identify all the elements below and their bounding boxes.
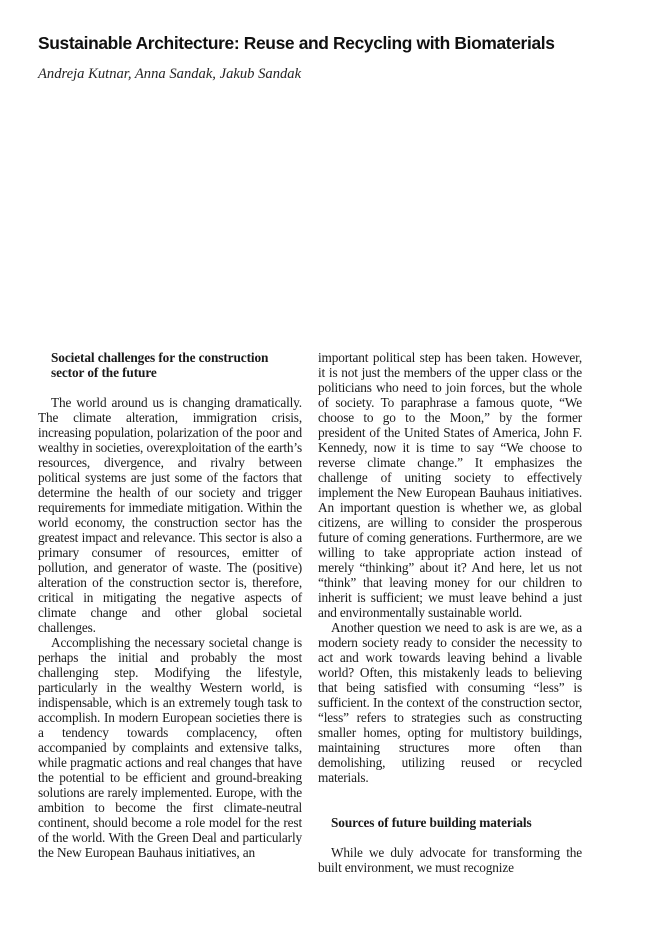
body-paragraph: The world around us is changing dramatically. The climate alteration, immigration crisis, increasing population, polarization of the poor and wealthy in societies, overexploitation of the earth’s resources, divergence, and rivalry between political systems are just some of the factors that determine the health of our society and trigger requirements for immediate mitigation. Within the world economy, the construction sector has the greatest impact and relevance. This sector is also a primary consumer of resources, emitter of pollution, and generator of waste. The (positive) alteration of the construction sector is, therefore, critical in mitigating the negative aspects of climate change and other global societal challenges. <box>38 395 302 635</box>
author-list: Andreja Kutnar, Anna Sandak, Jakub Sandak <box>38 66 302 82</box>
body-paragraph: Another question we need to ask is are we, as a modern society ready to consider the necessity to act and work towards leaving behind a livable world? Often, this mistakenly leads to believing that being satisfied with consuming “less” is sufficient. In the context of the construction sector, “less” refers to strategies such as constructing smaller homes, opting for multistory buildings, maintaining structures more often than demolishing, utilizing reused or recycled materials. <box>318 620 582 785</box>
document-title: Sustainable Architecture: Reuse and Recycling with Biomaterials <box>38 33 555 53</box>
left-column <box>38 350 302 860</box>
body-paragraph: important political step has been taken. However, it is not just the members of the upper class or the politicians who need to join forces, but the whole of society. To paraphrase a famous quote, “We choose to go to the Moon,” by the former president of the United States of America, John F. Kennedy, now it is time to say “We choose to reverse climate change.” It emphasizes the challenge of uniting society to effectively implement the New European Bauhaus initiatives. An important question is whether we, as global citizens, are willing to consider the prosperous future of coming generations. Furthermore, are we willing to take appropriate action instead of merely “thinking” about it? And here, let us not “think” that leaving money for our children to inherit is sufficient; we must leave behind a just and environmentally sustainable world. <box>318 350 582 620</box>
section-heading-future-materials: Sources of future building materials <box>331 815 532 830</box>
right-column <box>318 350 582 875</box>
section-heading-societal-challenges: Societal challenges for the construction sector of the future <box>51 350 269 380</box>
body-paragraph: Accomplishing the necessary societal change is perhaps the initial and probably the most challenging step. Modifying the lifestyle, particularly in the wealthy Western world, is indispensable, which is an extremely tough task to accomplish. In modern European societies there is a tendency towards complacency, often accompanied by complaints and extensive talks, while pragmatic actions and real changes that have the potential to be efficient and ground-breaking solutions are rarely implemented. Europe, with the ambition to become the first climate-neutral continent, should become a role model for the rest of the world. With the Green Deal and particularly the New European Bauhaus initiatives, an <box>38 635 302 860</box>
body-paragraph: While we duly advocate for transforming the built environment, we must recognize <box>318 845 582 875</box>
